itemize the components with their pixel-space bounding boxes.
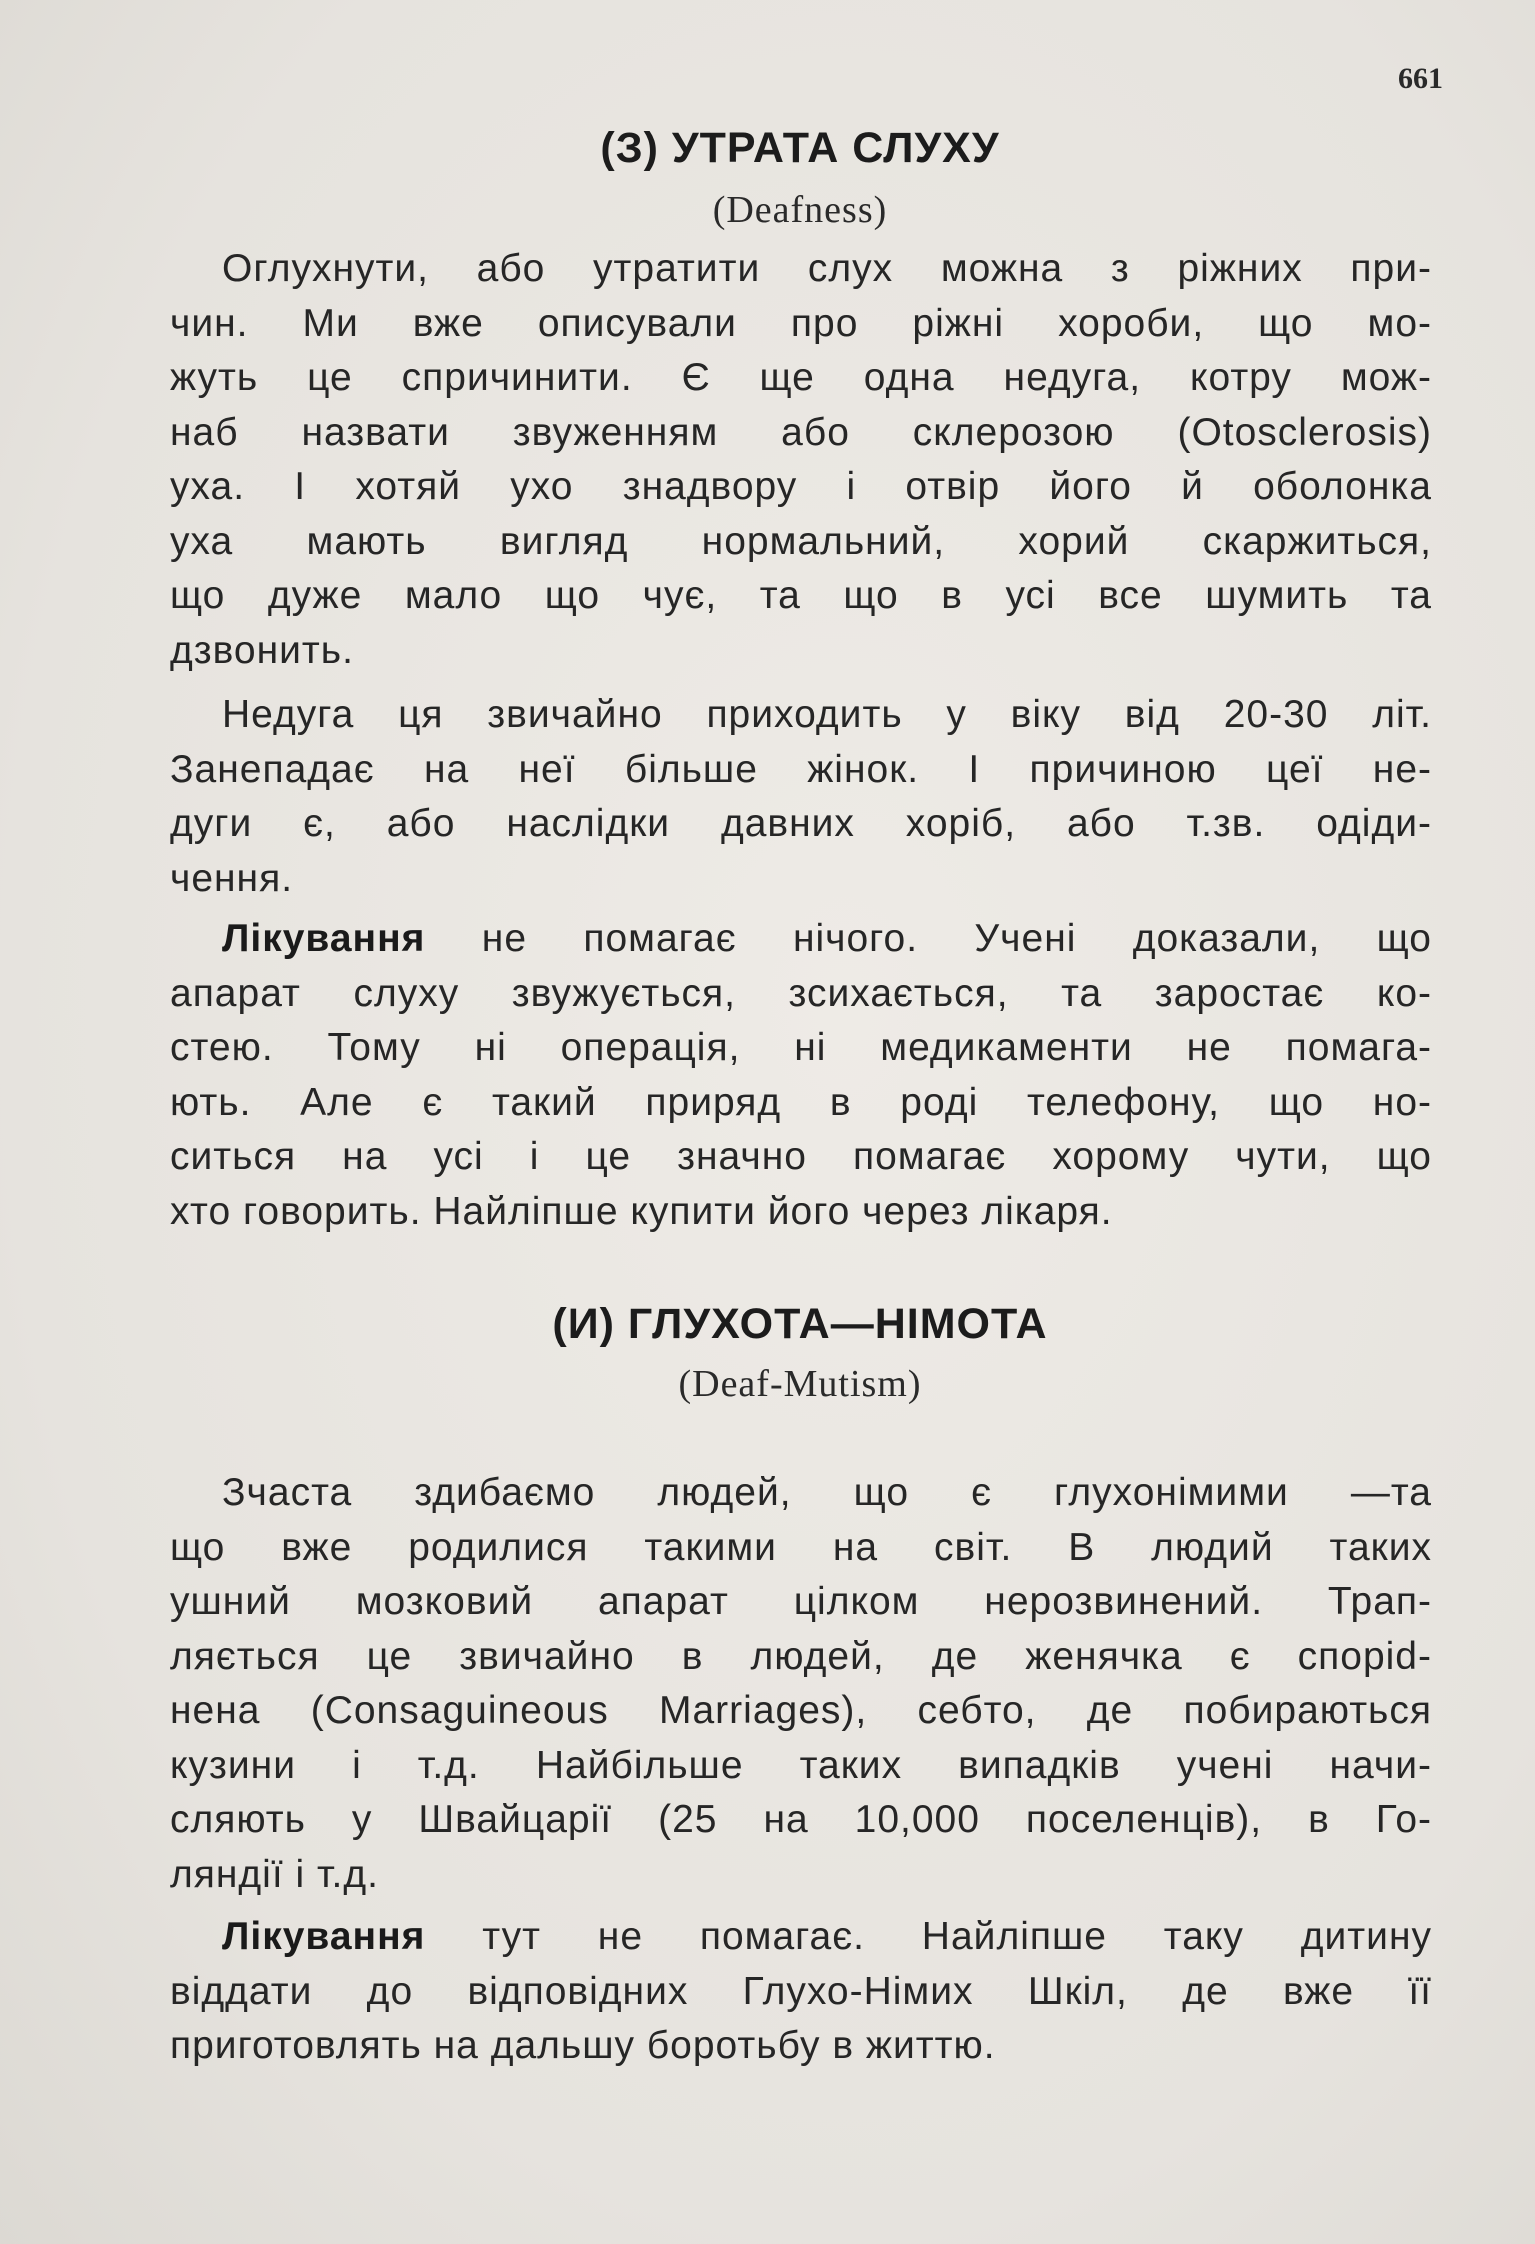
section-subtitle-deaf-mutism: (Deaf-Mutism) [678,1363,922,1405]
text-line: кузини і т.д. Найбільше таких випадків учені начи- [170,1743,1432,1787]
text-line: уха мають вигляд нормальний, хорий скаржиться, [170,519,1432,563]
section-title-deaf-mutism: (И) ГЛУХОТА—НІМОТА [552,1300,1048,1348]
text-line: ситься на усі і це значно помагає хорому чути, що [170,1135,1432,1178]
text-line: приготовлять на дальшу боротьбу в життю. [170,2024,996,2067]
section-title-deafness: (З) УТРАТА СЛУХУ [600,124,1000,172]
text-line: сляють у Швайцарії (25 на 10,000 поселенців), в Го- [170,1798,1432,1841]
paragraph-deaf-mutism-treatment [170,1910,1432,2074]
text-line: уха. І хотяй ухо знадвору і отвір його й оболонка [170,465,1432,508]
text-line: що дуже мало що чує, та що в усі все шумить та [170,574,1432,617]
text-line: Занепадає на неї більше жінок. І причиною цеї не- [170,747,1432,791]
treatment-label: Лікування [222,917,426,960]
text-line: нена (Consaguineous Marriages), себто, де побираються [170,1689,1432,1732]
paragraph-deafness-treatment [170,912,1432,1239]
text-line: ляндії і т.д. [170,1852,379,1896]
text-line: дуги є, або наслідки давних хоріб, або т.зв. одіди- [170,802,1432,845]
text-line: апарат слуху звужується, зсихається, та заростає ко- [170,971,1432,1015]
text-line: ють. Але є такий приряд в роді телефону, що но- [170,1080,1432,1124]
text-line: жуть це спричинити. Є ще одна недуга, котру мож- [170,356,1432,399]
text-line: віддати до відповідних Глухо-Німих Шкіл, де вже її [170,1969,1432,2013]
text-line: стею. Тому ні операція, ні медикаменти не помага- [170,1026,1432,1069]
text-line: чин. Ми вже описували про ріжні хороби, що мо- [170,301,1432,345]
page-number: 661 [1398,62,1443,95]
paragraph-deafness-cause [170,688,1432,906]
text-line: що вже родилися такими на світ. В людий таких [170,1525,1432,1569]
paragraph-deafness-intro [170,242,1432,678]
treatment-label: Лікування [222,1915,426,1958]
text-line: Оглухнути, або утратити слух можна з ріжних при- [222,247,1432,290]
text-line [170,1910,1432,1965]
text-line: хто говорить. Найліпше купити його через лікаря. [170,1189,1113,1233]
text-line: Зчаста здибаємо людей, що є глухонімими —та [222,1471,1432,1514]
text-line: чення. [170,856,294,900]
text-line: Недуга ця звичайно приходить у віку від 20-30 літ. [222,693,1432,736]
text-line [170,912,1432,967]
text-line: наб назвати звуженням або склерозою (Otosclerosis) [170,410,1432,454]
paragraph-deaf-mutism-intro [170,1466,1432,1902]
text-line: ушний мозковий апарат цілком нерозвинений. Трап- [170,1580,1432,1623]
treatment-text: тут не помагає. Найліпше таку дитину [425,1915,1432,1958]
text-line: ляється це звичайно в людей, де женячка є споріd- [170,1634,1432,1678]
treatment-text: не помагає нічого. Учені доказали, що [425,917,1432,960]
section-subtitle-deafness: (Deafness) [712,189,888,231]
text-line: дзвонить. [170,628,354,672]
